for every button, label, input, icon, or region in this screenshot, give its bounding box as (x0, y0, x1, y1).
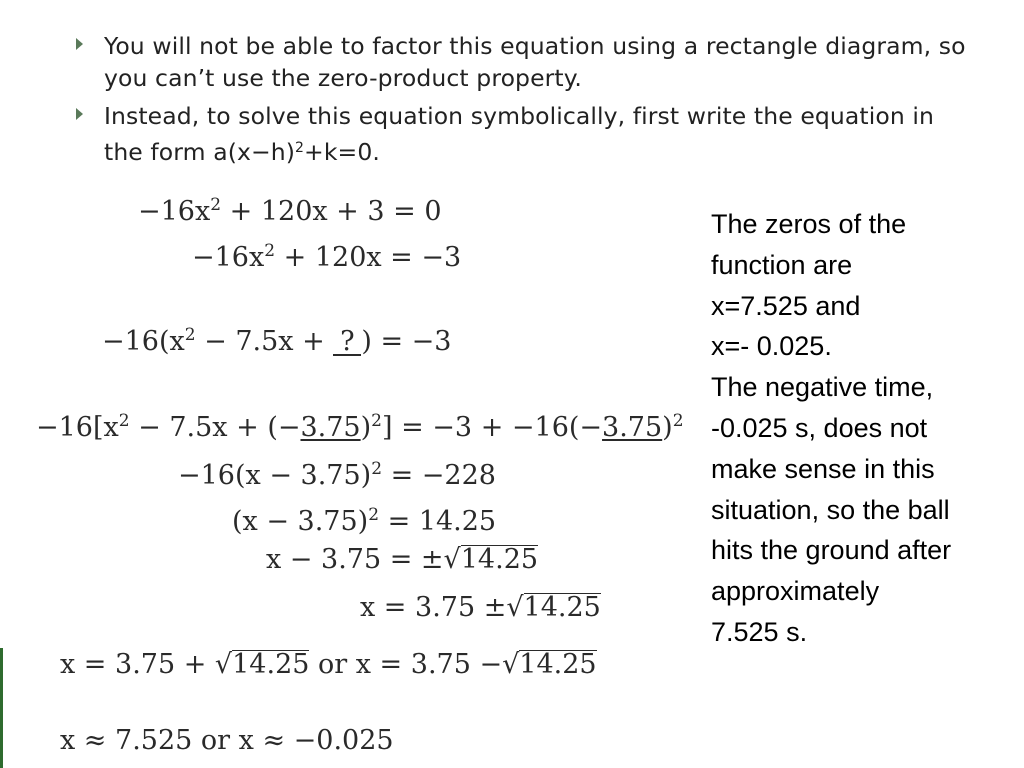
bullet-superscript: 2 (295, 140, 305, 156)
math-line-1: $-16x^2 + 120x + 3 = 0$ (138, 195, 442, 227)
math-line-3: $-16(x^2 - 7.5x$ + ? ) = −3 (102, 325, 452, 357)
explanation-text (711, 204, 1023, 653)
note-line: The negative time, (711, 372, 934, 403)
note-line: hits the ground after (711, 535, 952, 566)
note-line: make sense in this (711, 453, 935, 484)
math-line-5: $-16(x - 3.75)^2 = -228$ (178, 459, 496, 491)
bullet-list (74, 30, 974, 174)
math-line-10: x ≈ 7.525 or x ≈ −0.025 (60, 725, 394, 756)
math-line-8: x = 3.75 ±√14.25 (360, 592, 601, 623)
triangle-bullet-icon (76, 38, 83, 50)
math-line-2: $-16x^2 + 120x = -3$ (192, 241, 462, 273)
math-line-6: $(x - 3.75)^2 = 14.25$ (232, 505, 497, 537)
underlined-value: 3.75 (300, 412, 361, 443)
note-line: x=7.525 and (711, 290, 861, 321)
math-line-9: x = 3.75 + √14.25 or x = 3.75 −√14.25 (60, 649, 597, 680)
math-line-4: $-16[x^2 - 7.5x + (-3.75)^2] = -3 + -16(-3.75)^2$ (36, 411, 684, 443)
bullet-text: You will not be able to factor this equation using a rectangle diagram, so you can’t use the zero-product property. (104, 32, 966, 92)
bullet-text: Instead, to solve this equation symbolically, first write the equation in the form a(x−h) (104, 102, 935, 166)
note-line: x=- 0.025. (711, 331, 832, 362)
bullet-text-end: +k=0. (304, 138, 380, 166)
radicand: 14.25 (460, 544, 539, 575)
left-accent-bar (0, 648, 3, 768)
math-line-7: x − 3.75 = ±√14.25 (266, 544, 539, 575)
radicand: 14.25 (523, 592, 601, 623)
bullet-item (74, 30, 974, 94)
note-line: -0.025 s, does not (711, 412, 928, 443)
bullet-item (74, 100, 974, 168)
radicand: 14.25 (519, 649, 597, 680)
note-line: The zeros of the (711, 209, 907, 239)
note-line: approximately (711, 576, 880, 607)
fill-in-blank: ? (333, 330, 361, 356)
radicand: 14.25 (232, 649, 310, 680)
underlined-value: 3.75 (602, 412, 663, 443)
note-line: situation, so the ball (711, 494, 950, 525)
triangle-bullet-icon (76, 108, 83, 120)
note-line: function are (711, 249, 853, 280)
note-line: 7.525 s. (711, 616, 808, 647)
